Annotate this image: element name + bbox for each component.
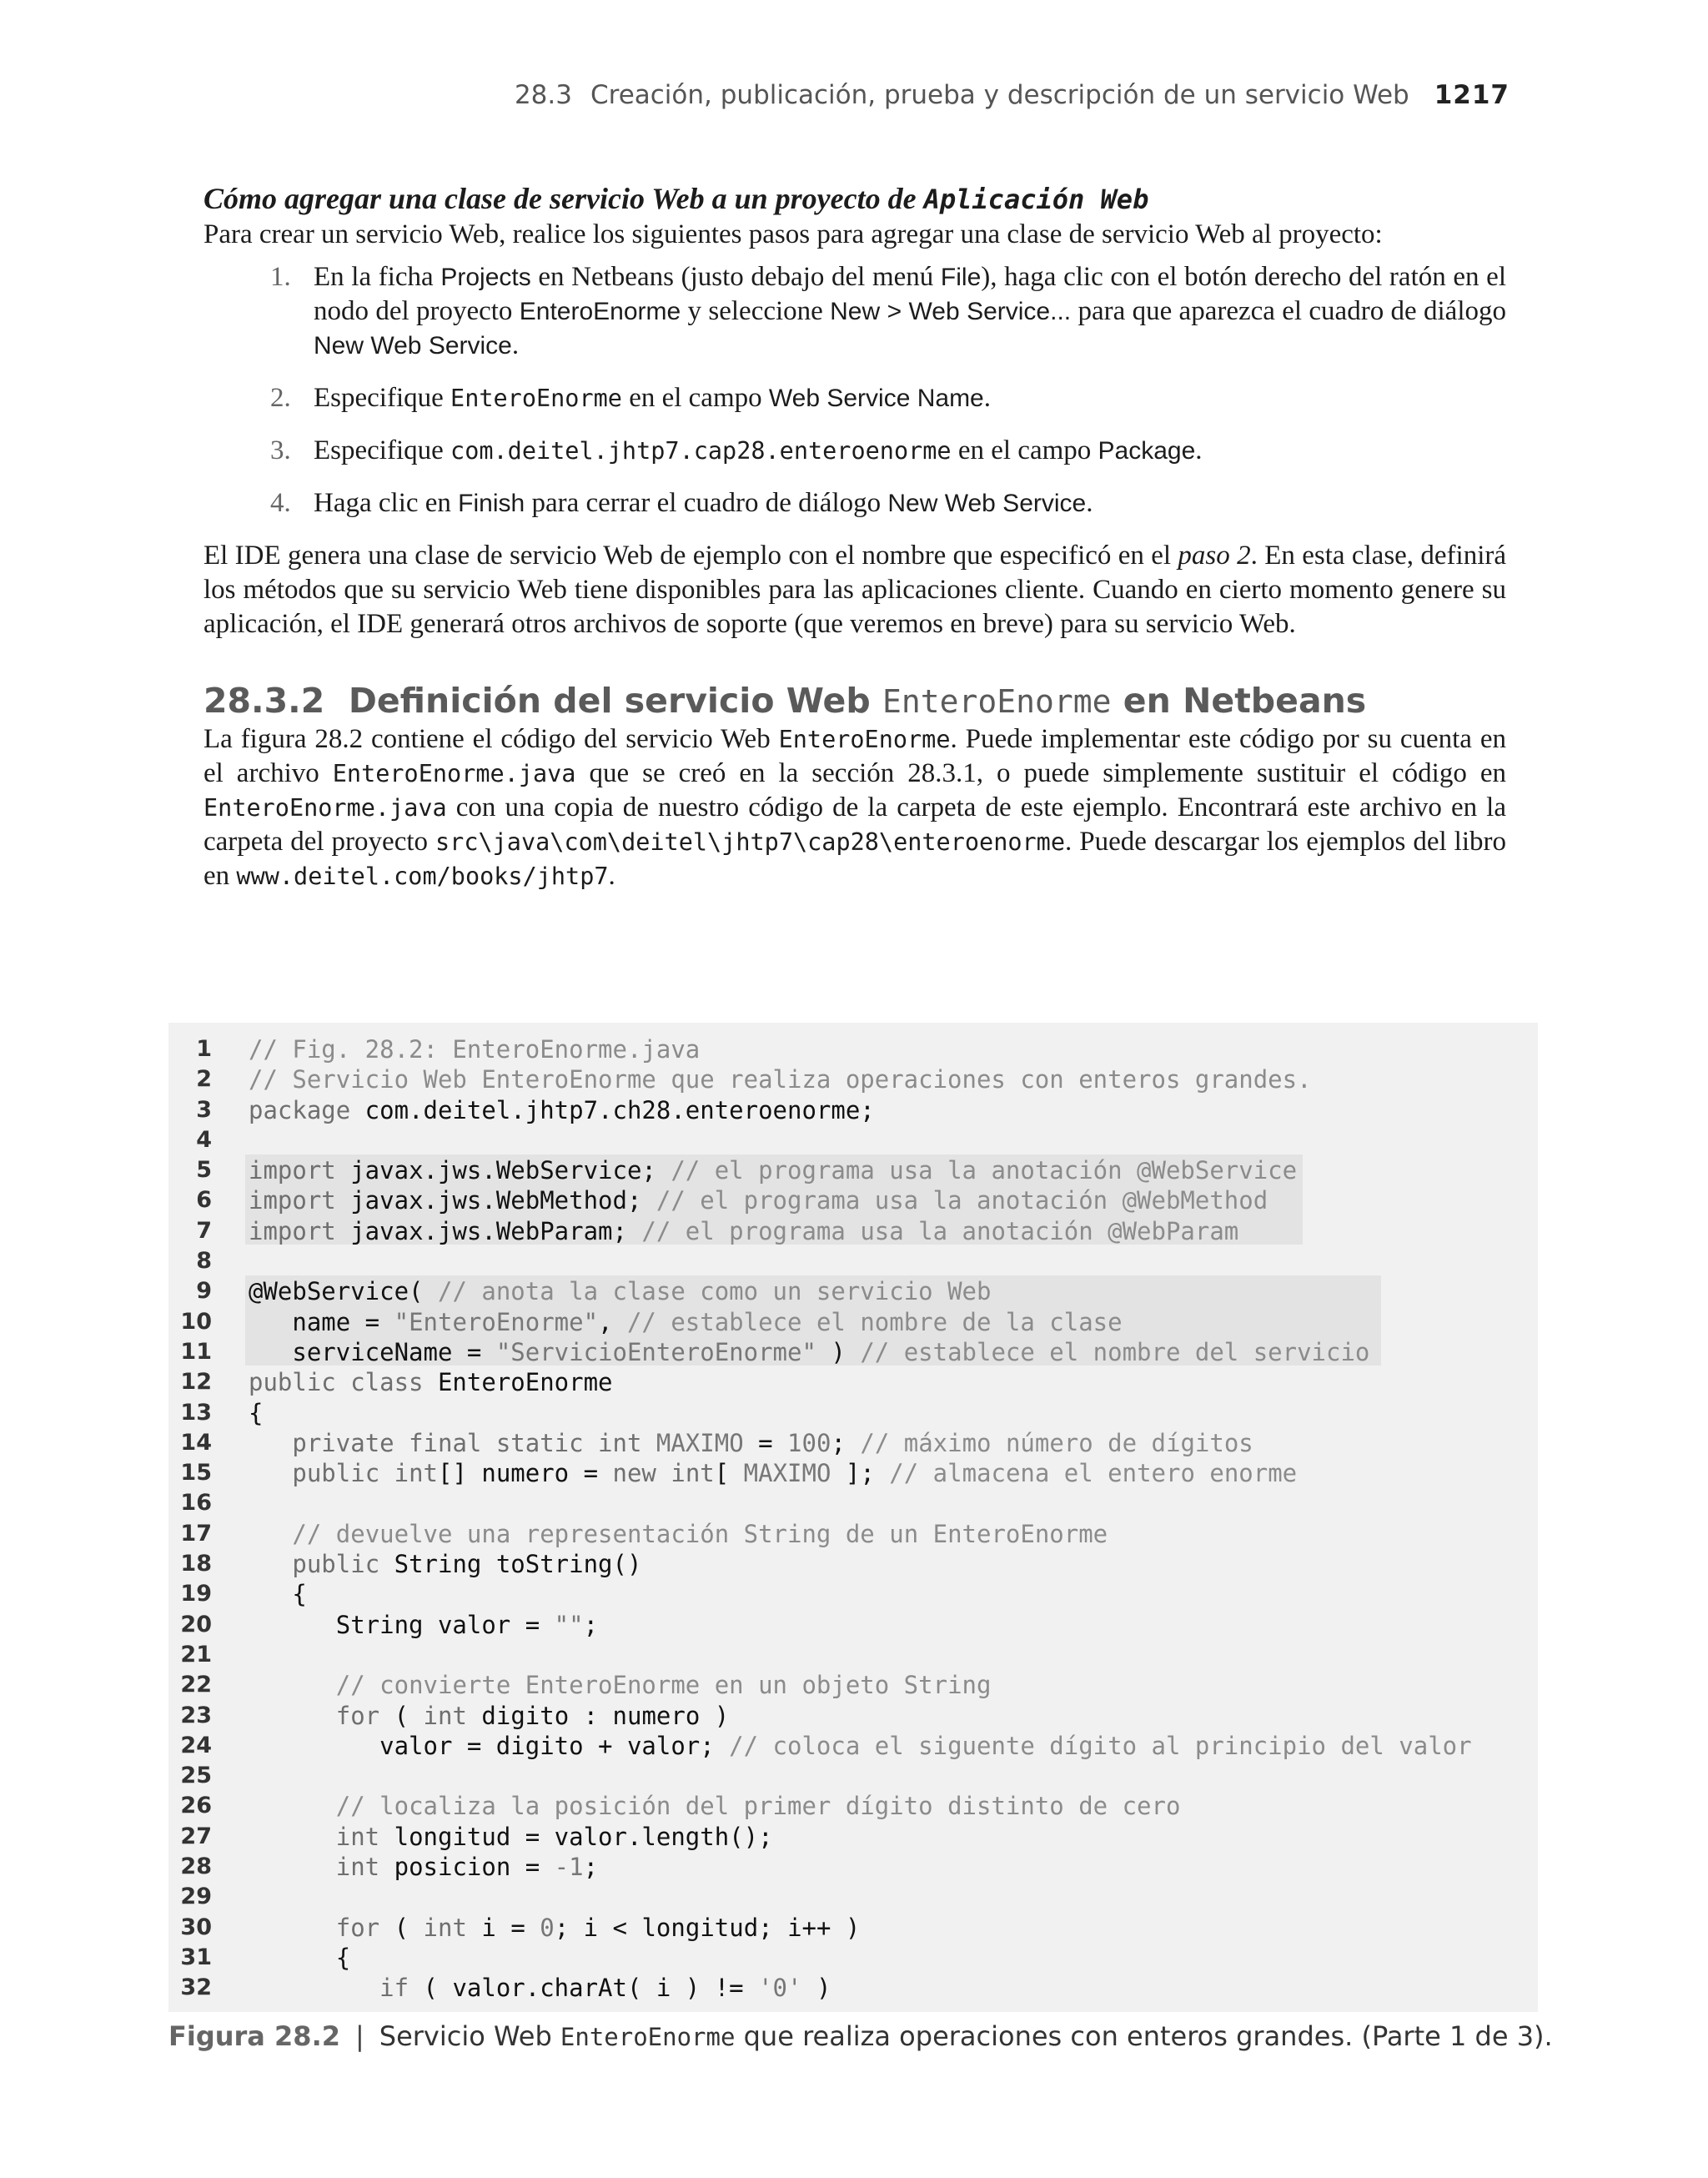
code-line [168, 1367, 1538, 1397]
ui-label-dialog: New Web Service [314, 332, 512, 360]
inline-code: EnteroEnorme.java [332, 760, 576, 787]
code-line [168, 1125, 1538, 1155]
step-text: En la ficha [314, 262, 441, 292]
code-lines [168, 1034, 1538, 2004]
code-literal: MAXIMO [743, 1459, 831, 1488]
code-literal: "ServicioEnteroEnorme" [495, 1337, 816, 1366]
line-number: 29 [180, 1884, 212, 1910]
code-keyword: int [423, 1913, 467, 1942]
step-item [270, 381, 1506, 415]
section-title-text: Definición del servicio Web [348, 681, 882, 721]
code-token: EnteroEnorme [423, 1368, 613, 1397]
code-text [249, 1519, 1108, 1549]
code-comment: // el programa usa la anotación @WebParam [641, 1216, 1239, 1245]
para-text: . Puede descargar los ejemplos del libro en [203, 827, 1506, 891]
line-number: 13 [180, 1399, 212, 1426]
code-line [168, 1549, 1538, 1579]
code-token: String toString() [379, 1550, 642, 1579]
code-literal: 0 [540, 1913, 555, 1942]
code-token: ; i < longitud; i++ ) [554, 1913, 861, 1942]
ui-label-field: Web Service Name [768, 385, 984, 412]
step-number: 3. [270, 435, 291, 465]
code-text [249, 1822, 773, 1852]
code-token [249, 1702, 336, 1730]
code-line [168, 1519, 1538, 1549]
line-number: 6 [196, 1187, 212, 1214]
para-text: . [608, 861, 615, 891]
code-token: ; [831, 1428, 861, 1457]
line-number: 5 [196, 1157, 212, 1184]
code-token [249, 1459, 292, 1487]
code-token [249, 1914, 336, 1942]
line-number: 32 [180, 1974, 212, 2001]
code-line [168, 1064, 1538, 1094]
code-comment: // establece el nombre del servicio [860, 1337, 1370, 1366]
code-token: = [743, 1428, 788, 1457]
line-number: 20 [180, 1611, 212, 1637]
code-keyword: import [249, 1216, 336, 1245]
step-text: en el campo [621, 383, 769, 413]
line-number: 15 [180, 1460, 212, 1486]
code-token: { [249, 1943, 351, 1972]
code-line [168, 1943, 1538, 1973]
line-number: 9 [196, 1278, 212, 1305]
line-number: 4 [196, 1126, 212, 1153]
line-number: 26 [180, 1793, 212, 1819]
code-comment: // Fig. 28.2: EnteroEnorme.java [249, 1035, 701, 1064]
step-text: Especifique [314, 383, 451, 413]
section-heading [203, 680, 1506, 722]
code-keyword: int [423, 1701, 467, 1730]
line-number: 14 [180, 1429, 212, 1456]
code-text [249, 1549, 641, 1579]
page-body [203, 180, 1506, 893]
code-token: [ [714, 1459, 744, 1488]
line-number: 17 [180, 1520, 212, 1547]
code-token: javax.jws.WebService; [335, 1156, 671, 1185]
section-title-code: EnteroEnorme [882, 683, 1112, 720]
step-text: para que aparezca el cuadro de diálogo [1071, 296, 1506, 326]
code-text [249, 1610, 598, 1640]
section-title-text: en Netbeans [1111, 681, 1367, 721]
code-line [168, 1034, 1538, 1064]
code-listing [168, 1023, 1538, 2012]
code-keyword: package [249, 1095, 351, 1124]
para-emphasis: paso 2 [1178, 541, 1251, 571]
code-line [168, 1731, 1538, 1761]
line-number: 28 [180, 1854, 212, 1880]
step-item [270, 260, 1506, 363]
code-keyword: public [292, 1550, 380, 1579]
code-text [249, 1064, 1312, 1094]
caption-code: EnteroEnorme [560, 2023, 736, 2051]
line-number: 23 [180, 1702, 212, 1728]
line-number: 31 [180, 1944, 212, 1970]
code-text [249, 1155, 1297, 1185]
code-token: ]; [831, 1459, 890, 1488]
code-comment: // anota la clase como un servicio Web [437, 1277, 992, 1306]
inline-code-path: src\java\com\deitel\jhtp7\cap28\enteroenorme [435, 828, 1065, 856]
line-number: 8 [196, 1248, 212, 1275]
code-line [168, 1822, 1538, 1852]
code-keyword: private final static int [292, 1428, 642, 1457]
code-token: ; [583, 1853, 599, 1882]
inline-code: EnteroEnorme.java [203, 794, 447, 822]
code-text [249, 1973, 831, 2003]
step-number: 2. [270, 383, 291, 413]
code-token: i = [466, 1913, 540, 1942]
code-token: ) [816, 1337, 861, 1366]
code-token [641, 1429, 656, 1457]
code-token: , [598, 1307, 627, 1336]
line-number: 25 [180, 1763, 212, 1789]
subsection-title-text: Cómo agregar una clase de servicio Web a un proyecto de [203, 182, 924, 215]
step-item [270, 486, 1506, 521]
code-comment: // el programa usa la anotación @WebService [671, 1156, 1298, 1185]
code-token [249, 1671, 336, 1699]
code-text [249, 1185, 1268, 1215]
code-text [249, 1216, 1238, 1246]
step-text: en el campo [951, 435, 1098, 465]
code-token [249, 1520, 292, 1548]
code-keyword: int [335, 1822, 380, 1851]
step-text: . [1195, 435, 1203, 465]
code-line [168, 1913, 1538, 1943]
code-text [249, 1428, 1253, 1458]
inline-code: EnteroEnorme [450, 385, 622, 412]
code-token [249, 1974, 379, 2002]
code-line [168, 1670, 1538, 1700]
ui-label-projects: Projects [440, 264, 531, 291]
step-text: . [511, 330, 520, 360]
code-comment: // devuelve una representación String de un EnteroEnorme [292, 1519, 1108, 1548]
code-line [168, 1246, 1538, 1276]
step-text: . [983, 383, 991, 413]
code-text [249, 1701, 729, 1731]
code-line [168, 1095, 1538, 1125]
code-keyword: new int [612, 1459, 715, 1488]
code-text [249, 1398, 263, 1428]
line-number: 19 [180, 1581, 212, 1607]
code-token [249, 1823, 336, 1851]
code-keyword: import [249, 1186, 336, 1215]
code-literal: "EnteroEnorme" [394, 1307, 599, 1336]
line-number: 16 [180, 1490, 212, 1517]
code-literal: MAXIMO [656, 1428, 744, 1457]
inline-code-url: www.deitel.com/books/jhtp7 [236, 863, 609, 890]
code-token: { [249, 1398, 264, 1427]
ui-label-finish: Finish [458, 490, 525, 517]
step-text: Especifique [314, 435, 451, 465]
line-number: 1 [196, 1036, 212, 1062]
code-line [168, 1428, 1538, 1458]
code-line [168, 1488, 1538, 1518]
running-head-section: 28.3 [514, 80, 572, 110]
code-token: ( [379, 1913, 424, 1942]
code-line [168, 1761, 1538, 1791]
code-line [168, 1216, 1538, 1246]
steps-list [203, 260, 1506, 521]
code-keyword: if [379, 1974, 409, 2003]
para-text: . Puede implementar este código por su cuenta en el archivo [203, 724, 1506, 788]
code-text [249, 1276, 991, 1306]
code-comment: // máximo número de dígitos [860, 1428, 1253, 1457]
code-token [249, 1853, 336, 1881]
inline-code: EnteroEnorme [778, 726, 951, 753]
caption-text: Servicio Web [379, 2020, 560, 2052]
para-text: La figura 28.2 contiene el código del servicio Web [203, 724, 779, 754]
caption-separator: | [354, 2020, 364, 2052]
code-line [168, 1701, 1538, 1731]
step-number: 4. [270, 488, 291, 518]
code-token: [] numero = [438, 1459, 613, 1488]
code-text [249, 1579, 307, 1609]
code-line [168, 1458, 1538, 1488]
code-comment: // almacena el entero enorme [889, 1459, 1298, 1488]
code-token [249, 1550, 292, 1578]
code-line [168, 1610, 1538, 1640]
step-text: ), haga clic con el botón derecho del ratón en el nodo del proyecto [314, 262, 1506, 326]
code-token [249, 1429, 292, 1457]
code-line [168, 1882, 1538, 1912]
code-line [168, 1791, 1538, 1821]
line-number: 10 [180, 1308, 212, 1335]
code-text [249, 1913, 860, 1943]
code-line [168, 1579, 1538, 1609]
step-text: y seleccione [681, 296, 831, 326]
line-number: 7 [196, 1217, 212, 1244]
line-number: 21 [180, 1641, 212, 1667]
step-text: para cerrar el cuadro de diálogo [525, 488, 888, 518]
code-keyword: public int [292, 1459, 438, 1488]
running-head [198, 80, 1510, 110]
line-number: 3 [196, 1096, 212, 1123]
code-token: javax.jws.WebParam; [335, 1216, 642, 1245]
figure-label: Figura 28.2 [168, 2020, 340, 2052]
code-token: com.deitel.jhtp7.ch28.enteroenorme; [350, 1095, 875, 1124]
line-number: 12 [180, 1369, 212, 1396]
code-line [168, 1185, 1538, 1215]
code-text [249, 1670, 991, 1700]
running-head-title: Creación, publicación, prueba y descripción de un servicio Web [590, 80, 1409, 110]
figure-caption [168, 2020, 1586, 2052]
line-number: 24 [180, 1732, 212, 1758]
line-number: 2 [196, 1066, 212, 1093]
code-line [168, 1973, 1538, 2003]
code-line [168, 1307, 1538, 1337]
para-text: El IDE genera una clase de servicio Web de ejemplo con el nombre que especificó en el [203, 541, 1178, 571]
code-text [249, 1095, 875, 1125]
code-text [249, 1337, 1369, 1367]
step-number: 1. [270, 262, 291, 292]
line-number: 27 [180, 1823, 212, 1849]
code-text [249, 1034, 700, 1064]
code-line [168, 1640, 1538, 1670]
code-literal: "" [554, 1610, 584, 1639]
code-text [249, 1458, 1297, 1488]
step-text: en Netbeans (justo debajo del menú [530, 262, 941, 292]
page-number: 1217 [1434, 80, 1510, 110]
code-text [249, 1852, 598, 1882]
code-keyword: for [335, 1913, 380, 1942]
subsection-title-code: Aplicación Web [923, 184, 1149, 215]
code-literal: '0' [758, 1974, 802, 2003]
ui-label-dialog: New Web Service [887, 490, 1087, 517]
code-comment: // Servicio Web EnteroEnorme que realiza operaciones con enteros grandes. [249, 1065, 1312, 1094]
code-token: longitud = valor.length(); [379, 1822, 773, 1851]
code-comment: // establece el nombre de la clase [626, 1307, 1123, 1336]
code-token: ( valor.charAt( i ) != [409, 1974, 759, 2003]
step-text: Haga clic en [314, 488, 459, 518]
code-comment: // coloca el siguente dígito al principio del valor [729, 1731, 1472, 1760]
code-text [249, 1943, 350, 1973]
code-literal: 100 [787, 1428, 831, 1457]
line-number: 11 [180, 1338, 212, 1365]
step-item [270, 434, 1506, 468]
step-text: . [1086, 488, 1093, 518]
code-text [249, 1731, 1472, 1761]
code-line [168, 1276, 1538, 1306]
code-token: valor = digito + valor; [249, 1731, 730, 1760]
code-token: serviceName = [249, 1337, 496, 1366]
code-token: ; [583, 1610, 599, 1639]
code-token: { [249, 1580, 307, 1609]
code-keyword: for [335, 1701, 380, 1730]
code-line [168, 1155, 1538, 1185]
section-paragraph [203, 722, 1506, 893]
code-token: posicion = [379, 1853, 555, 1882]
line-number: 30 [180, 1914, 212, 1940]
code-token: ( [379, 1701, 424, 1730]
code-comment: // convierte EnteroEnorme en un objeto String [335, 1671, 992, 1700]
ui-label-file: File [940, 264, 982, 291]
para-text: con una copia de nuestro código de la carpeta de este ejemplo. Encontrará este archivo en la carpeta del proyecto [203, 792, 1506, 857]
code-comment: // localiza la posición del primer dígito distinto de cero [335, 1792, 1181, 1821]
code-line [168, 1398, 1538, 1428]
after-steps-paragraph [203, 539, 1506, 641]
subsection-title [203, 180, 1506, 218]
ui-label-project-node: EnteroEnorme [519, 298, 681, 325]
line-number: 18 [180, 1551, 212, 1577]
code-comment: // el programa usa la anotación @WebMethod [656, 1186, 1268, 1215]
code-token: digito : numero ) [466, 1701, 730, 1730]
code-line [168, 1852, 1538, 1882]
line-number: 22 [180, 1672, 212, 1698]
code-token [249, 1792, 336, 1820]
code-token: ) [801, 1974, 831, 2003]
code-token: javax.jws.WebMethod; [335, 1186, 656, 1215]
para-text: que se creó en la sección 28.3.1, o puede simplemente sustituir el código en [575, 758, 1506, 788]
code-token: String valor = [249, 1610, 555, 1639]
code-text [249, 1791, 1180, 1821]
code-keyword: int [335, 1853, 380, 1882]
para-text: . En esta clase, definirá los métodos que su servicio Web tiene disponibles para las aplicaciones cliente. Cuando en cierto momento genere su aplicación, el IDE generará otros archivos de soporte (que veremos en breve) para su servicio Web. [203, 541, 1507, 639]
code-literal: -1 [554, 1853, 584, 1882]
caption-text: que realiza operaciones con enteros grandes. (Parte 1 de 3). [735, 2020, 1553, 2052]
code-keyword: import [249, 1156, 336, 1185]
code-token: @WebService( [249, 1277, 438, 1306]
section-number: 28.3.2 [203, 681, 325, 721]
ui-label-field: Package [1098, 437, 1196, 465]
code-text [249, 1307, 1123, 1337]
inline-code: com.deitel.jhtp7.cap28.enteroenorme [450, 437, 952, 465]
ui-label-menu-path: New > Web Service... [830, 298, 1072, 325]
code-text [249, 1367, 613, 1397]
code-token: name = [249, 1307, 394, 1336]
code-line [168, 1337, 1538, 1367]
code-keyword: public class [249, 1368, 424, 1397]
subsection-intro: Para crear un servicio Web, realice los siguientes pasos para agregar una clase de servicio Web al proyecto: [203, 219, 1383, 249]
